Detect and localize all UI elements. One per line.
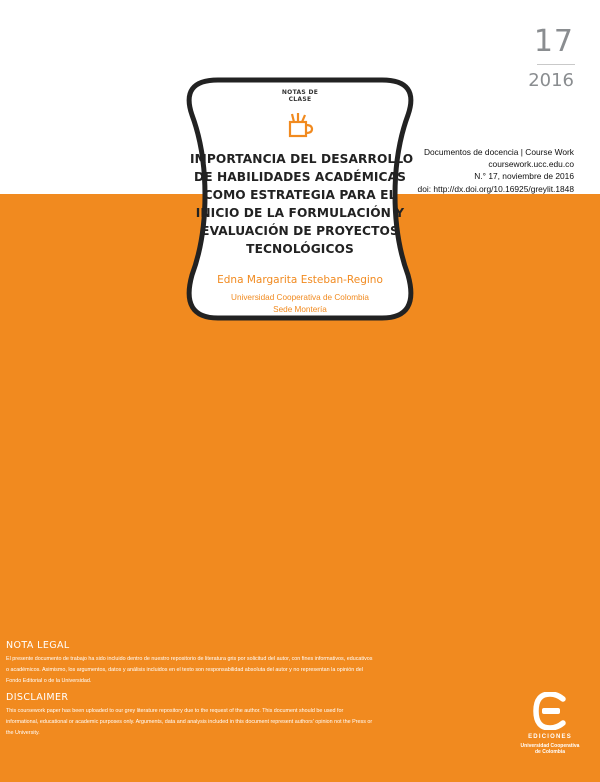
ediciones-e-logo-icon bbox=[533, 692, 567, 730]
series-label: NOTAS DE CLASE bbox=[281, 89, 319, 103]
author-affiliation bbox=[190, 292, 410, 315]
issue-line: N.° 17, noviembre de 2016 bbox=[474, 171, 574, 182]
issue-number: 17 bbox=[533, 24, 574, 59]
publisher-name: EDICIONES bbox=[528, 734, 572, 740]
site-line: coursework.ucc.edu.co bbox=[488, 159, 574, 170]
title-line: IMPORTANCIA DEL DESARROLLO bbox=[190, 152, 414, 166]
author-name: Edna Margarita Esteban-Regino bbox=[217, 274, 383, 286]
publisher-logo bbox=[515, 692, 585, 755]
doi-line[interactable]: doi: http://dx.doi.org/10.16925/greylit.1848 bbox=[417, 183, 574, 194]
document-title bbox=[190, 150, 414, 258]
title-line: TECNOLÓGICOS bbox=[246, 242, 354, 256]
disclaimer-text: This coursework paper has been uploaded to our grey literature repository due to the request of the author. This document should be used for informational, educational or academic purposes only. Arguments, data and analysis included in this document represent authors' opinion not the Press or the University. bbox=[6, 708, 373, 736]
legal-section bbox=[6, 640, 376, 745]
affiliation-line: Universidad Cooperativa de Colombia bbox=[231, 293, 369, 302]
publisher-org-line: de Colombia bbox=[534, 749, 565, 755]
nota-legal-heading: NOTA LEGAL bbox=[6, 640, 70, 651]
pencil-cup-icon bbox=[285, 112, 315, 143]
title-line: INICIO DE LA FORMULACIÓN Y bbox=[195, 206, 405, 220]
publisher-org bbox=[515, 743, 585, 755]
nota-legal-text: El presente documento de trabajo ha sido incluido dentro de nuestro repositorio de literatura gris por solicitud del autor, con fines informativos, educativos o académicos. Asimismo, los argumentos, datos y análisis incluidos en el texto son responsabilidad absoluta del autor y no representan la opinión del Fondo Editorial o de la Universidad. bbox=[6, 656, 373, 684]
series-line: Documentos de docencia | Course Work bbox=[423, 147, 574, 157]
affiliation-line: Sede Montería bbox=[273, 304, 327, 314]
publisher-org-line: Universidad Cooperativa bbox=[520, 743, 580, 749]
title-line: COMO ESTRATEGIA PARA EL bbox=[203, 188, 397, 202]
title-line: EVALUACIÓN DE PROYECTOS bbox=[201, 224, 399, 238]
disclaimer-heading: DISCLAIMER bbox=[6, 692, 69, 704]
title-line: DE HABILIDADES ACADÉMICAS bbox=[193, 170, 407, 184]
issue-year: 2016 bbox=[528, 70, 574, 91]
